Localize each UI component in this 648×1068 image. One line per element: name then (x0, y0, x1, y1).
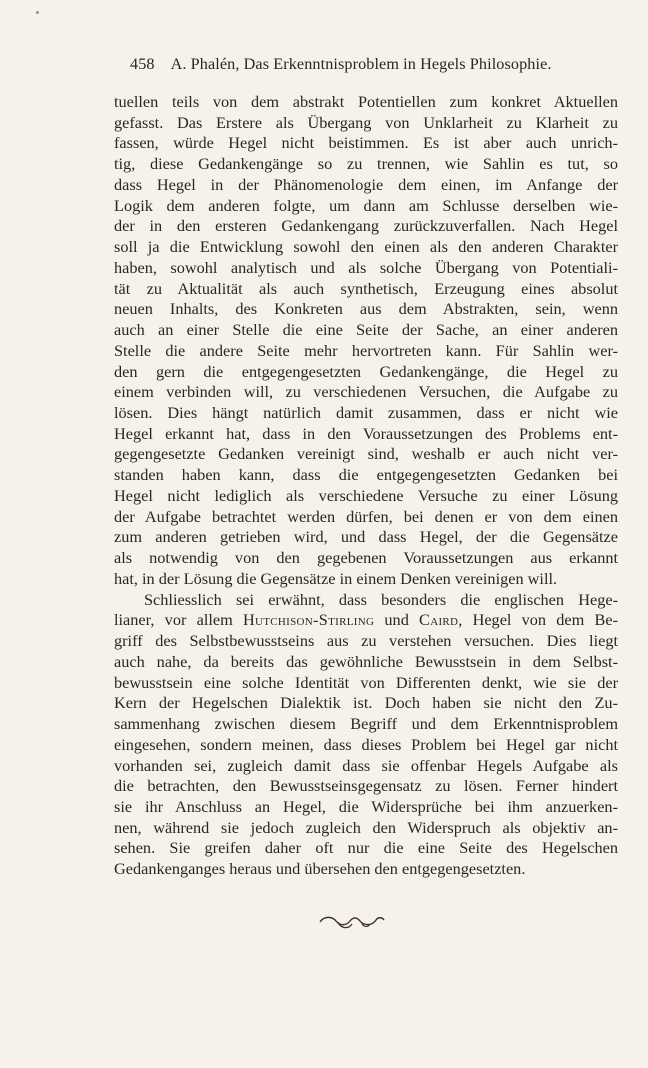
author-name-caird: Caird (419, 610, 459, 630)
text-line: einem verbinden will, zu verschiedenen Versuchen, die Aufgabe zu (114, 382, 618, 402)
text-line: Gedankenganges heraus und übersehen den entgegengesetzten. (114, 859, 526, 879)
text-line: Kern der Hegelschen Dialektik ist. Doch haben sie nicht den Zu- (114, 693, 618, 713)
running-header (130, 55, 592, 74)
text-line: Logik dem anderen folgte, um dann am Schlusse derselben wie- (114, 195, 618, 215)
text-line: auch an einer Stelle die eine Seite der Sache, an einer anderen (114, 320, 618, 340)
text-line: bewusstsein eine solche Identität von Differenten denkt, wie sie der (114, 672, 618, 692)
text-line: sehen. Sie greifen daher oft nur die eine Seite des Hegelschen (114, 838, 618, 858)
text-line: hat, in der Lösung die Gegensätze in einem Denken vereinigen will. (114, 568, 558, 588)
text-fragment: lianer, vor allem (114, 610, 243, 630)
text-fragment: , Hegel von dem Be- (458, 610, 619, 630)
text-line: tät zu Aktualität als auch synthetisch, Erzeugung eines absolut (114, 278, 618, 298)
text-line: tig, diese Gedankengänge so zu trennen, wie Sahlin es tut, so (114, 154, 618, 174)
text-line-with-names (114, 610, 618, 631)
body-text (114, 92, 618, 880)
author-name-hutchison-stirling: Hutchison-Stirling (242, 610, 375, 630)
text-line: standen haben kann, dass die entgegengesetzten Gedanken bei (114, 465, 618, 485)
text-line: lösen. Dies hängt natürlich damit zusammen, dass er nicht wie (114, 403, 618, 423)
text-line: gefasst. Das Erstere als Übergang von Unklarheit zu Klarheit zu (114, 112, 618, 132)
text-line: Hegel nicht lediglich als verschiedene Versuche zu einer Lösung (114, 485, 618, 505)
text-line: auch nahe, da bereits das gewöhnliche Bewusstsein in dem Selbst- (114, 651, 618, 671)
text-line: der in den ersteren Gedankengang zurückzuverfallen. Nach Hegel (114, 216, 618, 236)
end-ornament (316, 910, 388, 932)
text-line: Stelle die andere Seite mehr hervortreten kann. Für Sahlin wer- (114, 340, 618, 360)
text-line: tuellen teils von dem abstrakt Potentiellen zum konkret Aktuellen (114, 92, 618, 111)
text-line: griff des Selbstbewusstseins aus zu verstehen versuchen. Dies liegt (114, 631, 618, 651)
text-line: haben, sowohl analytisch und als solche Übergang von Potentiali- (114, 257, 618, 277)
text-line: sammenhang zwischen diesem Begriff und dem Erkenntnisproblem (114, 714, 618, 734)
text-line: Hegel erkannt hat, dass in den Voraussetzungen des Problems ent- (114, 423, 618, 443)
paragraph-first-line: Schliesslich sei erwähnt, dass besonders die englischen Hege- (144, 589, 618, 609)
text-line: soll ja die Entwicklung sowohl den einen als den anderen Charakter (114, 237, 618, 257)
page-number: 458 (130, 55, 155, 73)
text-line: fassen, würde Hegel nicht beistimmen. Es ist aber auch unrich- (114, 133, 618, 153)
text-line: nen, während sie jedoch zugleich den Widerspruch als objektiv an- (114, 817, 618, 837)
text-line: neuen Inhalts, des Konkreten aus dem Abstrakten, sein, wenn (114, 299, 618, 319)
text-line: vorhanden sei, zugleich damit dass sie offenbar Hegels Aufgabe als (114, 755, 618, 775)
text-line: der Aufgabe betrachtet werden dürfen, bei denen er von dem einen (114, 506, 618, 526)
text-line: eingesehen, sondern meinen, dass dieses Problem bei Hegel gar nicht (114, 734, 618, 754)
text-fragment: und (374, 610, 420, 630)
running-title: A. Phalén, Das Erkenntnisproblem in Hegels Philosophie. (170, 55, 552, 73)
paper-speck (36, 11, 39, 14)
text-line: zum anderen getrieben wird, und dass Hegel, der die Gegensätze (114, 527, 618, 547)
text-line: sie ihr Anschluss an Hegel, die Widersprüche bei ihm anzuerken- (114, 796, 618, 816)
text-line: die betrachten, den Bewusstseinsgegensatz zu lösen. Ferner hindert (114, 776, 618, 796)
text-line: als notwendig von den gegebenen Voraussetzungen aus erkannt (114, 548, 618, 568)
text-line: gegengesetzte Gedanken vereinigt sind, weshalb er auch nicht ver- (114, 444, 618, 464)
text-line: den gern die entgegengesetzten Gedankengänge, die Hegel zu (114, 361, 618, 381)
text-line: dass Hegel in der Phänomenologie dem einen, im Anfange der (114, 174, 618, 194)
